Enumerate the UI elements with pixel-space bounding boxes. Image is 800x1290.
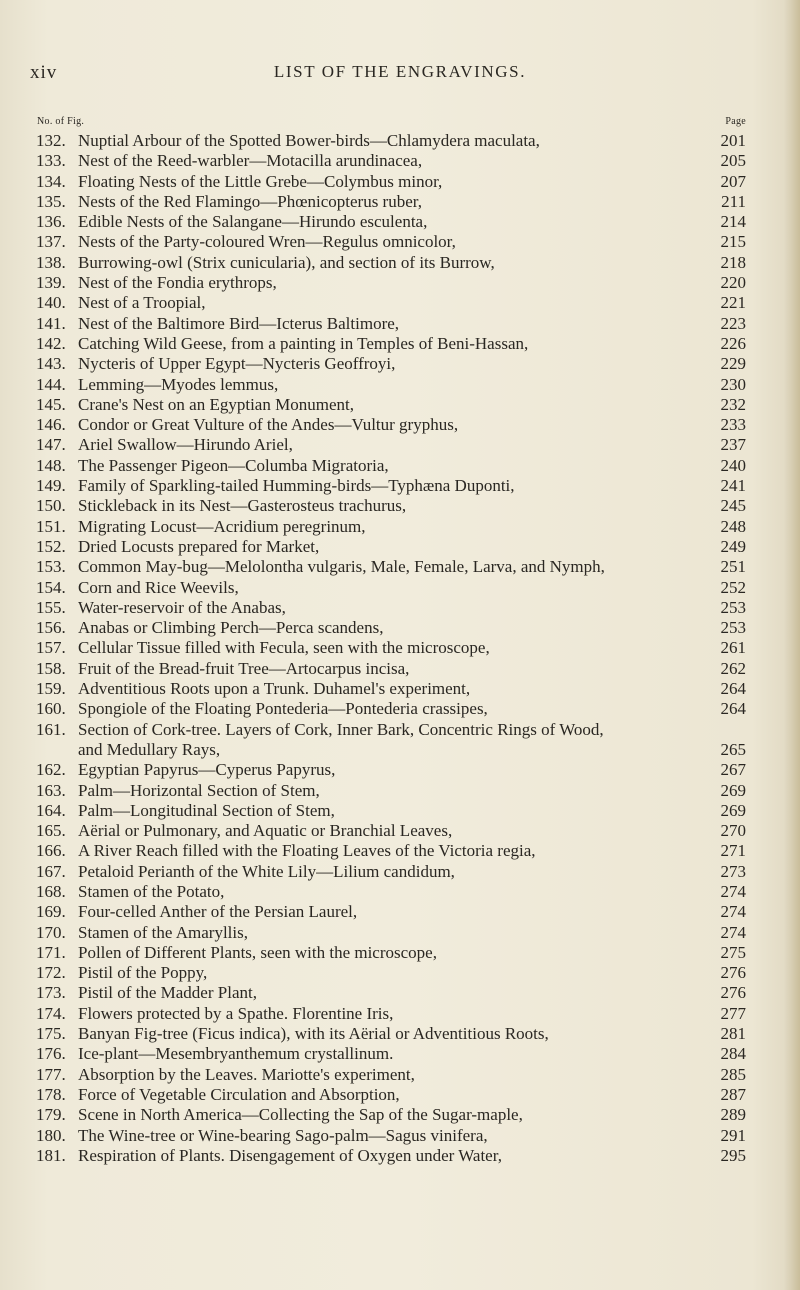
figure-number: 137. [36, 232, 66, 252]
page-number: 271 [720, 841, 746, 861]
page-number: 262 [720, 658, 746, 678]
page-number: 215 [720, 232, 746, 252]
engraving-title: Egyptian Papyrus—Cyperus Papyrus, [78, 760, 336, 780]
engraving-title: Nest of the Baltimore Bird—Icterus Baltimore, [78, 313, 400, 333]
engraving-title: Water-reservoir of the Anabas, [78, 597, 286, 617]
engraving-title: Family of Sparkling-tailed Humming-birds—Typhæna Duponti, [78, 476, 515, 496]
list-item [36, 1044, 746, 1064]
page-number: 251 [720, 557, 746, 577]
list-item [36, 232, 746, 252]
page-number: 201 [720, 131, 746, 150]
engraving-title: Edible Nests of the Salangane—Hirundo esculenta, [78, 212, 428, 232]
engraving-title: The Wine-tree or Wine-bearing Sago-palm—Sagus vinifera, [78, 1125, 488, 1145]
page-number: 252 [720, 577, 746, 597]
engraving-title: Palm—Longitudinal Section of Stem, [78, 800, 335, 820]
engraving-title: Adventitious Roots upon a Trunk. Duhamel's experiment, [78, 679, 471, 699]
list-item [36, 395, 746, 415]
figure-number: 135. [36, 191, 66, 211]
page-number: 241 [720, 476, 746, 496]
engraving-title: Nests of the Red Flamingo—Phœnicopterus ruber, [78, 191, 422, 211]
page-number: 284 [720, 1044, 746, 1064]
list-item [36, 1024, 746, 1044]
page-number: 248 [720, 516, 746, 536]
list-item [36, 699, 746, 719]
figure-number: 149. [36, 476, 66, 496]
list-item [36, 517, 746, 537]
engraving-title: Stamen of the Potato, [78, 881, 225, 901]
engraving-title: Spongiole of the Floating Pontederia—Pontederia crassipes, [78, 699, 488, 719]
column-heading-page: Page [725, 116, 746, 127]
page-number: 269 [720, 800, 746, 820]
page-number: 276 [720, 983, 746, 1003]
engraving-title: Migrating Locust—Acridium peregrinum, [78, 516, 366, 536]
engraving-title: Fruit of the Bread-fruit Tree—Artocarpus incisa, [78, 658, 410, 678]
list-item [36, 578, 746, 598]
figure-number: 155. [36, 597, 66, 617]
engraving-title: Respiration of Plants. Disengagement of Oxygen under Water, [78, 1145, 502, 1165]
page-number: 232 [720, 394, 746, 414]
figure-number: 177. [36, 1064, 66, 1084]
engravings-list [36, 131, 746, 1166]
figure-number: 157. [36, 638, 66, 658]
page-number: 289 [720, 1105, 746, 1125]
page-number: 264 [720, 679, 746, 699]
engraving-title: Nycteris of Upper Egypt—Nycteris Geoffroyi, [78, 354, 396, 374]
page-number: 207 [720, 171, 746, 191]
page-number: 267 [720, 760, 746, 780]
figure-number: 148. [36, 455, 66, 475]
figure-number: 156. [36, 618, 66, 638]
engraving-title: Four-celled Anther of the Persian Laurel, [78, 902, 358, 922]
page-number: 261 [720, 638, 746, 658]
list-item [36, 923, 746, 943]
page-number: 269 [720, 780, 746, 800]
engraving-title: Nuptial Arbour of the Spotted Bower-birds—Chlamydera maculata, [78, 131, 540, 150]
figure-number: 143. [36, 354, 66, 374]
engraving-title: Stamen of the Amaryllis, [78, 922, 248, 942]
figure-number: 164. [36, 800, 66, 820]
figure-number: 132. [36, 131, 66, 150]
list-item [36, 943, 746, 963]
engraving-title: Nest of the Reed-warbler—Motacilla arundinacea, [78, 151, 423, 171]
list-item [36, 557, 746, 577]
page-number: 211 [721, 191, 746, 211]
page-number: 275 [720, 942, 746, 962]
figure-number: 173. [36, 983, 66, 1003]
figure-number: 172. [36, 963, 66, 983]
page-number: 221 [720, 293, 746, 313]
page-number: 270 [720, 821, 746, 841]
engraving-title: Burrowing-owl (Strix cunicularia), and section of its Burrow, [78, 252, 495, 272]
engraving-title: Condor or Great Vulture of the Andes—Vultur gryphus, [78, 415, 459, 435]
list-item [36, 1105, 746, 1125]
figure-number: 163. [36, 780, 66, 800]
page-number: 218 [720, 252, 746, 272]
page-number: 223 [720, 313, 746, 333]
page-number: 230 [720, 374, 746, 394]
engraving-title: Pistil of the Poppy, [78, 963, 208, 983]
figure-number: 160. [36, 699, 66, 719]
engraving-title: Nest of the Fondia erythrops, [78, 273, 277, 293]
engraving-title: Absorption by the Leaves. Mariotte's experiment, [78, 1064, 415, 1084]
engraving-title: Ariel Swallow—Hirundo Ariel, [78, 435, 293, 455]
list-item [36, 314, 746, 334]
figure-number: 179. [36, 1105, 66, 1125]
engraving-title: Pollen of Different Plants, seen with the microscope, [78, 942, 437, 962]
engraving-title: Stickleback in its Nest—Gasterosteus trachurus, [78, 496, 407, 516]
list-item [36, 983, 746, 1003]
engraving-title: Cellular Tissue filled with Fecula, seen with the microscope, [78, 638, 490, 658]
list-item [36, 760, 746, 780]
page-number: 277 [720, 1003, 746, 1023]
figure-number: 158. [36, 658, 66, 678]
list-item [36, 1146, 746, 1166]
list-item [36, 1004, 746, 1024]
engraving-title: and Medullary Rays, [78, 739, 221, 759]
page-folio: xiv [30, 62, 58, 83]
figure-number: 166. [36, 841, 66, 861]
page-number: 291 [720, 1125, 746, 1145]
list-item [36, 638, 746, 658]
engraving-title: Banyan Fig-tree (Ficus indica), with its Aërial or Adventitious Roots, [78, 1024, 549, 1044]
page-number: 233 [720, 415, 746, 435]
list-item [36, 375, 746, 395]
list-item [36, 334, 746, 354]
list-item [36, 253, 746, 273]
list-item [36, 679, 746, 699]
figure-number: 134. [36, 171, 66, 191]
engraving-title: Pistil of the Madder Plant, [78, 983, 257, 1003]
page-number: 226 [720, 333, 746, 353]
figure-number: 165. [36, 821, 66, 841]
page-number: 287 [720, 1084, 746, 1104]
figure-number: 146. [36, 415, 66, 435]
engraving-title: Palm—Horizontal Section of Stem, [78, 780, 320, 800]
list-item [36, 293, 746, 313]
list-item [36, 821, 746, 841]
column-heading-fig-number: No. of Fig. [37, 116, 85, 127]
list-item [36, 659, 746, 679]
figure-number: 181. [36, 1145, 66, 1165]
figure-number: 176. [36, 1044, 66, 1064]
list-item [36, 435, 746, 455]
page-number: 249 [720, 536, 746, 556]
list-item [36, 151, 746, 171]
list-item [36, 212, 746, 232]
engraving-title: Corn and Rice Weevils, [78, 577, 239, 597]
figure-number: 153. [36, 557, 66, 577]
figure-number: 142. [36, 333, 66, 353]
figure-number: 178. [36, 1084, 66, 1104]
list-item [36, 537, 746, 557]
engraving-title: Anabas or Climbing Perch—Perca scandens, [78, 618, 384, 638]
page-header [30, 62, 770, 86]
page-number: 245 [720, 496, 746, 516]
figure-number: 147. [36, 435, 66, 455]
list-item [36, 131, 746, 151]
page-number: 281 [720, 1024, 746, 1044]
list-item [36, 618, 746, 638]
engraving-title: Flowers protected by a Spathe. Florentine Iris, [78, 1003, 394, 1023]
list-item [36, 415, 746, 435]
page-number: 253 [720, 618, 746, 638]
list-item [36, 720, 746, 761]
list-item [36, 963, 746, 983]
engraving-title: Crane's Nest on an Egyptian Monument, [78, 394, 354, 414]
engraving-title: Nest of a Troopial, [78, 293, 206, 313]
list-item [36, 1085, 746, 1105]
list-item [36, 882, 746, 902]
figure-number: 140. [36, 293, 66, 313]
page-number: 295 [720, 1145, 746, 1165]
list-item [36, 273, 746, 293]
list-item [36, 496, 746, 516]
figure-number: 139. [36, 273, 66, 293]
engraving-title: Catching Wild Geese, from a painting in Temples of Beni-Hassan, [78, 333, 529, 353]
figure-number: 152. [36, 536, 66, 556]
page-number: 273 [720, 861, 746, 881]
figure-number: 180. [36, 1125, 66, 1145]
engraving-title: Scene in North America—Collecting the Sap of the Sugar-maple, [78, 1105, 523, 1125]
list-item [36, 781, 746, 801]
figure-number: 145. [36, 394, 66, 414]
figure-number: 168. [36, 881, 66, 901]
page-number: 220 [720, 273, 746, 293]
list-item [36, 801, 746, 821]
list-item [36, 476, 746, 496]
list-item [36, 192, 746, 212]
list-item [36, 172, 746, 192]
figure-number: 170. [36, 922, 66, 942]
figure-number: 162. [36, 760, 66, 780]
list-item [36, 862, 746, 882]
page-number: 274 [720, 881, 746, 901]
engraving-title: Common May-bug—Melolontha vulgaris, Male, Female, Larva, and Nymph, [78, 557, 605, 577]
figure-number: 169. [36, 902, 66, 922]
page-number: 229 [720, 354, 746, 374]
figure-number: 167. [36, 861, 66, 881]
running-title: LIST OF THE ENGRAVINGS. [273, 62, 527, 81]
list-item [36, 598, 746, 618]
figure-number: 144. [36, 374, 66, 394]
figure-number: 151. [36, 516, 66, 536]
page-number: 276 [720, 963, 746, 983]
page-number: 264 [720, 699, 746, 719]
engraving-title: Force of Vegetable Circulation and Absorption, [78, 1084, 400, 1104]
list-item [36, 902, 746, 922]
engraving-title: Floating Nests of the Little Grebe—Colymbus minor, [78, 171, 443, 191]
engraving-title: The Passenger Pigeon—Columba Migratoria, [78, 455, 389, 475]
figure-number: 174. [36, 1003, 66, 1023]
figure-number: 159. [36, 679, 66, 699]
list-item [36, 456, 746, 476]
figure-number: 133. [36, 151, 66, 171]
figure-number: 171. [36, 942, 66, 962]
list-item [36, 841, 746, 861]
list-item [36, 1126, 746, 1146]
engraving-title: Nests of the Party-coloured Wren—Regulus omnicolor, [78, 232, 456, 252]
engraving-title: Aërial or Pulmonary, and Aquatic or Branchial Leaves, [78, 821, 453, 841]
page-number: 214 [720, 212, 746, 232]
figure-number: 154. [36, 577, 66, 597]
page-number: 274 [720, 902, 746, 922]
page-number: 205 [720, 151, 746, 171]
list-item [36, 354, 746, 374]
engraving-title: Ice-plant—Mesembryanthemum crystallinum. [78, 1044, 394, 1064]
page-number: 285 [720, 1064, 746, 1084]
figure-number: 138. [36, 252, 66, 272]
figure-number: 150. [36, 496, 66, 516]
engraving-title: Lemming—Myodes lemmus, [78, 374, 279, 394]
engraving-title: A River Reach filled with the Floating Leaves of the Victoria regia, [78, 841, 536, 861]
figure-number: 161. [36, 719, 66, 739]
engraving-title: Section of Cork-tree. Layers of Cork, Inner Bark, Concentric Rings of Wood, [78, 719, 604, 739]
figure-number: 175. [36, 1024, 66, 1044]
page-number: 265 [720, 739, 746, 759]
list-item [36, 1065, 746, 1085]
page-edge-shadow [784, 0, 800, 1290]
page-number: 237 [720, 435, 746, 455]
engraving-title: Petaloid Perianth of the White Lily—Lilium candidum, [78, 861, 455, 881]
page-number: 240 [720, 455, 746, 475]
figure-number: 136. [36, 212, 66, 232]
page-number: 274 [720, 922, 746, 942]
engraving-title: Dried Locusts prepared for Market, [78, 536, 320, 556]
page-number: 253 [720, 597, 746, 617]
figure-number: 141. [36, 313, 66, 333]
